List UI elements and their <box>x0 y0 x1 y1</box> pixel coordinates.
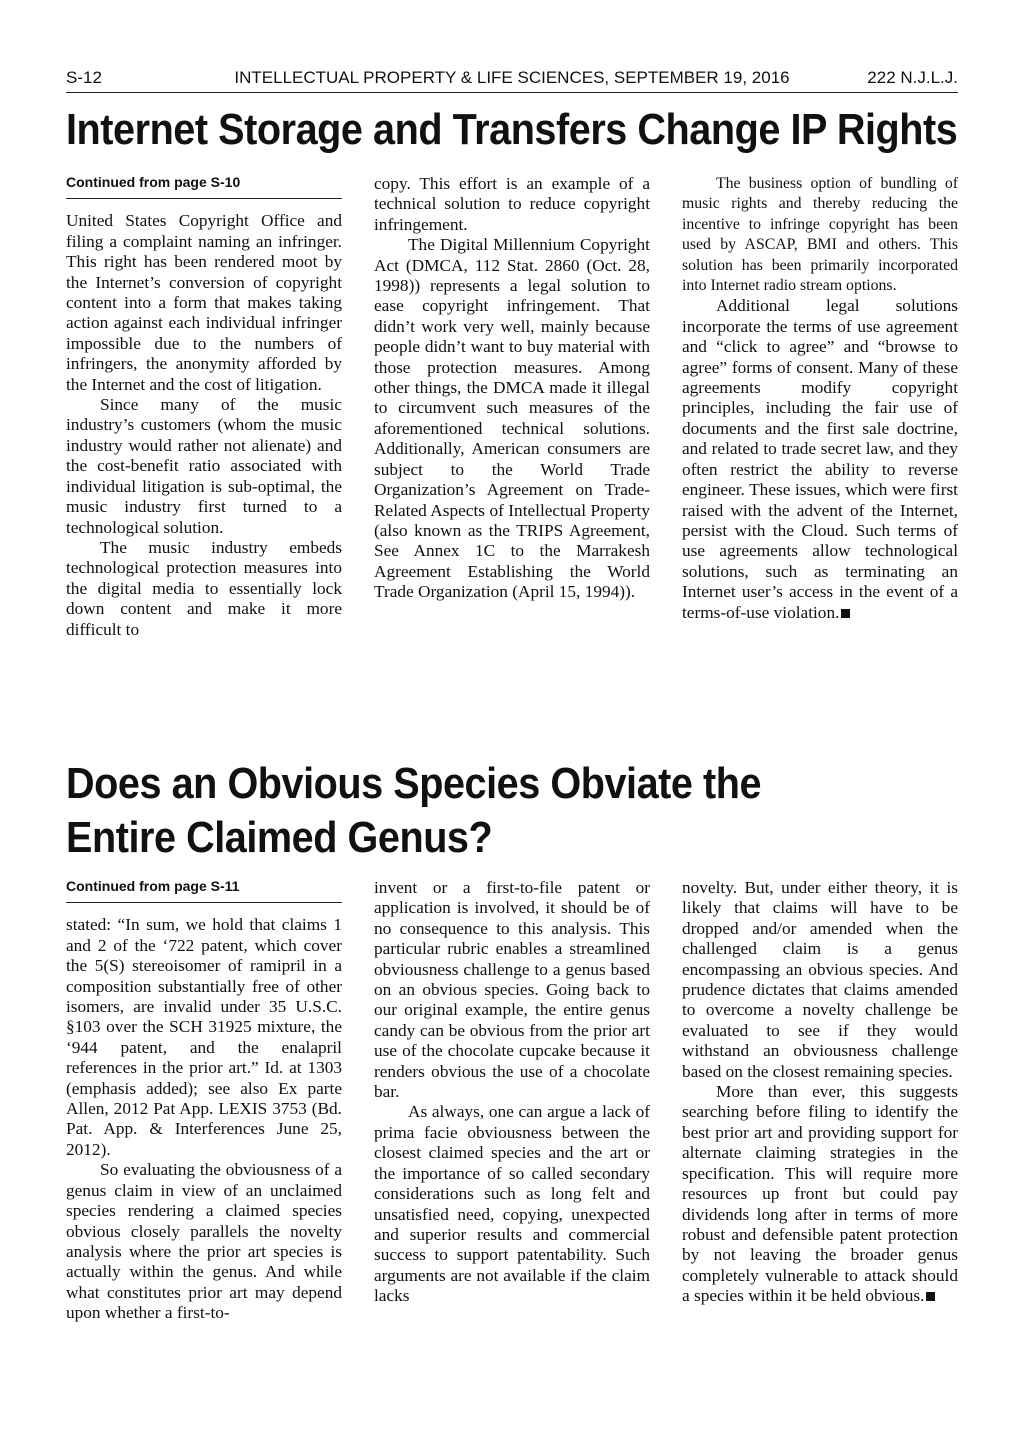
page-number: S-12 <box>66 68 102 87</box>
article1-title: Internet Storage and Transfers Change IP Rights <box>66 105 958 154</box>
paragraph: novelty. But, under either theory, it is likely that claims will have to be dropped and/or amended when the challenged claim is a genus encompassing an obvious species. And prudence dictates that claims amended to overcome a novelty challenge be evaluated to see if they would withstand an obviousness challenge based on the closest remaining species. <box>682 878 958 1081</box>
paragraph: The music industry embeds technological protection measures into the digital media to essentially lock down content and make it more difficult to <box>66 537 342 639</box>
paragraph: stated: “In sum, we hold that claims 1 and 2 of the ‘722 patent, which cover the 5(S) stereoisomer of ramipril in a composition substantially free of other isomers, are invalid under 35 U.S.C. §103 over the SCH 31925 mixture, the ‘944 patent, and the enalapril references in the prior art.” Id. at 1303 (emphasis added); see also Ex parte Allen, 2012 Pat App. LEXIS 3753 (Bd. Pat. App. & Interferences June 25, 2012). <box>66 915 342 1159</box>
paragraph: United States Copyright Office and filing a complaint naming an infringer. This right has been rendered moot by the Internet’s conversion of copyright content into a form that makes taking action against each individual infringer impossible due to the numbers of infringers, the anonymity afforded by the Internet and the cost of litigation. <box>66 211 342 394</box>
paragraph-with-endmark <box>682 296 958 623</box>
article2-column-1 <box>66 876 342 1324</box>
paragraph-with-endmark <box>682 1082 958 1306</box>
paragraph-text: More than ever, this suggests searching before filing to identify the best prior art and providing support for alternate claiming strategies in the specification. This will require more resources up front but could pay dividends long after in terms of more robust and defensible patent protection by not leaving the broader genus completely vulnerable to attack should a species within it be held obvious. <box>682 1082 958 1306</box>
paragraph: copy. This effort is an example of a technical solution to reduce copyright infringement. <box>374 174 650 234</box>
paragraph: Since many of the music industry’s customers (whom the music industry would rather not alienate) and the cost-benefit ratio associated with individual litigation is sub-optimal, the music industry first turned to a technological solution. <box>66 395 342 537</box>
paragraph: The business option of bundling of music rights and thereby reducing the incentive to infringe copyright has been used by ASCAP, BMI and others. This solution has been primarily incorporated into Internet radio stream options. <box>682 175 958 295</box>
end-mark-icon <box>926 1292 935 1301</box>
article1-continued: Continued from page S-10 <box>66 172 342 199</box>
article1-column-3 <box>682 174 958 623</box>
running-header <box>66 64 958 93</box>
end-mark-icon <box>841 609 850 618</box>
article2-title-line1: Does an Obvious Species Obviate the <box>66 759 762 808</box>
article2-column-3 <box>682 878 958 1307</box>
paragraph-text: Additional legal solutions incorporate the terms of use agreement and “click to agree” and “browse to agree” forms of consent. Many of these agreements modify copyright principles, including the fair use of documents and the first sale doctrine, and related to trade secret law, and they often restrict the ability to reverse engineer. These issues, which were first raised with the advent of the Internet, persist with the Cloud. Such terms of use agreements allow technological solutions, such as terminating an Internet user’s access in the event of a terms-of-use violation. <box>682 296 958 622</box>
article2-title-line2: Entire Claimed Genus? <box>66 813 493 862</box>
paragraph: So evaluating the obviousness of a genus claim in view of an unclaimed species rendering a claimed species obvious closely parallels the novelty analysis where the prior art species is actually within the genus. And while what constitutes prior art may depend upon whether a first-to- <box>66 1160 342 1323</box>
article2-continued: Continued from page S-11 <box>66 876 342 903</box>
article1-column-2 <box>374 174 650 603</box>
article1-column-1 <box>66 172 342 640</box>
paragraph: The Digital Millennium Copyright Act (DMCA, 112 Stat. 2860 (Oct. 28, 1998)) represents a legal solution to ease copyright infringement. That didn’t work very well, mainly because people didn’t want to buy material with those protection measures. Among other things, the DMCA made it illegal to circumvent such measures of the aforementioned technical solutions. Additionally, American consumers are subject to the World Trade Organization’s Agreement on Trade-Related Aspects of Intellectual Property (also known as the TRIPS Agreement, See Annex 1C to the Marrakesh Agreement Establishing the World Trade Organization (April 15, 1994)). <box>374 235 650 602</box>
publication-line: INTELLECTUAL PROPERTY & LIFE SCIENCES, SEPTEMBER 19, 2016 <box>234 68 790 87</box>
paragraph: invent or a first-to-file patent or application is involved, it should be of no consequence to this analysis. This particular rubric enables a streamlined obviousness challenge to a genus based on an obvious species. Going back to our original example, the entire genus candy can be obvious from the prior art use of the chocolate cupcake because it renders obvious the use of a chocolate bar. <box>374 878 650 1102</box>
article2-column-2 <box>374 878 650 1307</box>
paragraph: As always, one can argue a lack of prima facie obviousness between the closest claimed species and the art or the importance of so called secondary considerations such as long felt and unsatisfied need, copying, unexpected and superior results and commercial success to support patentability. Such arguments are not available if the claim lacks <box>374 1102 650 1306</box>
citation: 222 N.J.L.J. <box>867 68 958 87</box>
